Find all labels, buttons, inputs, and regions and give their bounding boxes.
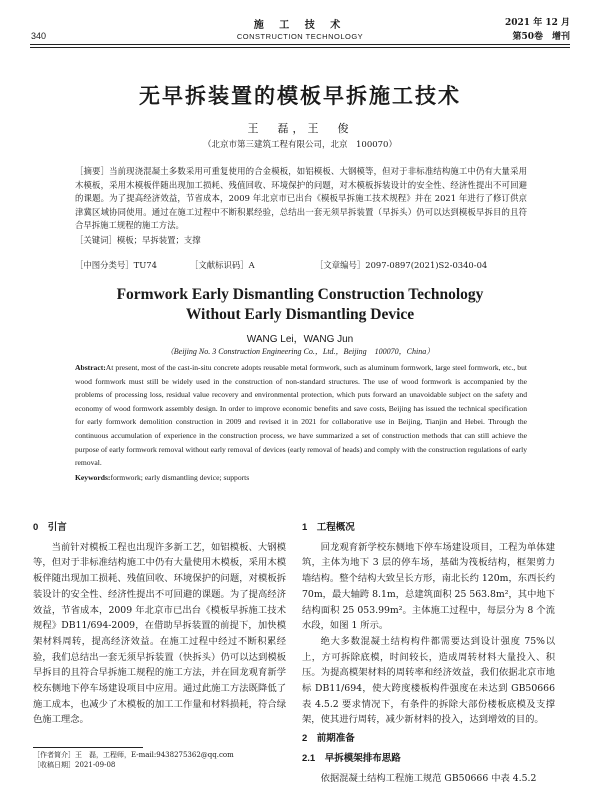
section-0-body: 当前针对模板工程也出现许多新工艺，如铝模板、大钢模等，但对于非标准结构施工中仍有大量使用木模板，采用木模板伴随出现加工损耗、残值回收、环境保护的问题，对模板拆装设计的安全性、经济性提出不可回避的课题。为了提高经济效益，节省成本，2009 年北京市已出台《模板早拆施工技术规程》DB11/694-2009，在借助早拆装置的前提下，加快模架材料周转，提高经济效益。在施工过程中经过不断积累经验，我们总结出一套无须早拆装置（快拆头）仍可以达到模板早拆目的且符合早拆施工规程的施工方法，并在回龙观育新学校东侧地下停车场建设项目中应用。通过此施工方法既降低了施工成本，也减少了木模板的加工工作量和材料损耗，符合绿色施工理念。 bbox=[33, 541, 286, 726]
abstract-cn-text: ［摘要］当前现浇混凝土多数采用可重复使用的合金模板，如铝模板、大钢模等，但对于非标准结构施工中仍有大量采用木模板，采用木模板伴随出现加工损耗、残值回收、环境保护的问题，对木模板拆装设计的安全性、经济性提出不可回避的课题。为了提高经济效益，节省成本，2009 年北京市已出台《模板早拆施工技术规程》并在 2021 年进行了修订供京津冀区域协同使用。通过在施工过程中不断积累经验，总结出一套无须早拆装置（早拆头）仍可以达到模板早拆目的且符合早拆施工规程的施工方法。 bbox=[75, 166, 527, 230]
section-2-heading: 2 前期准备 bbox=[302, 733, 355, 745]
page-number: 340 bbox=[31, 31, 47, 41]
abstract-en-text: At present, most of the cast-in-situ concrete adopts reusable metal formwork, such as aluminum formwork, large steel formwork, etc., but wood formwork must still be widely used in the construction of non-standard structures. The use of wood formwork is accompanied by the problems of processing loss, residual value recovery and environmental protection, which puts forward an unavoidable subject on the safety and economy of wood formwork assembly design. In order to improve economic benefits and save costs, Beijing has issued the technical specification for early formwork demolition construction in 2009 and revised it in 2021 for collaborative use in Beijing, Tianjin and Hebei. Through the continuous accumulation of experience in the construction process, we have summarized a set of construction methods that can still achieve the purpose of early formwork removal without early removal of devices (early removal of heads) and comply with the construction regulations of early removal. bbox=[75, 363, 527, 468]
article-id: ［文章编号］2097-0897(2021)S2-0340-04 bbox=[315, 260, 488, 270]
keywords-en-label: Keywords: bbox=[75, 472, 111, 482]
issue-info bbox=[505, 16, 570, 44]
footnote-author: ［作者简介］王 磊，工程师，E-mail:9438275362@qq.com bbox=[33, 751, 234, 759]
header-rule bbox=[30, 44, 570, 45]
keywords-cn: ［关键词］模板；早拆装置；支撑 bbox=[75, 234, 201, 245]
section-1-para-2: 绝大多数混凝土结构构件都需要达到设计强度 75%以上，方可拆除底模，时间较长，造成周转材料大量投入、积压。为提高模架材料的周转率和经济效益，我们依据北京市地标 DB11/694，使大跨度楼板构件强度在未达到 GB50666 表 4.5.2 要求情况下，有条件的拆除大部份楼板底模及支撑架，使其进行周转，减少新材料的投入，达到增效的目的。 bbox=[302, 635, 555, 726]
authors-cn: 王 磊，王 俊 bbox=[247, 122, 353, 135]
footnote-rule bbox=[33, 747, 143, 748]
section-1-para-1: 回龙观育新学校东侧地下停车场建设项目，工程为单体建筑，主体为地下 3 层的停车场，基础为筏板结构，框架剪力墙结构。整个结构大致呈长方形，南北长约 120m，东西长约 70m，最大轴跨 8.1m，总建筑面积 25 563.8m²，其中地下结构面积 25 053.99m²。主体施工过程中，每层分为 8 个流水段，如图 1 所示。 bbox=[302, 541, 555, 632]
section-0-heading: 0 引言 bbox=[33, 522, 67, 533]
keywords-en-text: formwork; early dismantling device; supports bbox=[110, 472, 250, 482]
paper-title-en bbox=[0, 285, 600, 325]
clc-number: ［中图分类号］TU74 bbox=[75, 260, 157, 270]
section-2-1-heading: 2.1 早拆模架排布思路 bbox=[302, 752, 401, 764]
journal-name-en: CONSTRUCTION TECHNOLOGY bbox=[236, 32, 364, 41]
affiliation-cn: （北京市第三建筑工程有限公司，北京 100070） bbox=[203, 140, 397, 150]
affiliation-en: （Beijing No. 3 Construction Engineering Co.，Ltd.，Beijing 100070，China） bbox=[165, 347, 435, 356]
journal-name-cn: 施 工 技 术 bbox=[253, 20, 347, 31]
footnote bbox=[33, 750, 286, 770]
section-1-heading: 1 工程概况 bbox=[302, 522, 355, 533]
issue-volume: 第50卷 增刊 bbox=[512, 32, 570, 42]
abstract-en bbox=[75, 361, 527, 484]
header-rule-thin bbox=[30, 47, 570, 48]
body-column-right bbox=[302, 520, 555, 786]
issue-date: 2021 年 12 月 bbox=[505, 18, 570, 28]
paper-title-en-line1: Formwork Early Dismantling Construction Technology bbox=[116, 286, 484, 303]
section-2-1-body: 依据混凝土结构工程施工规范 GB50666 中表 4.5.2 bbox=[320, 772, 537, 784]
authors-en: WANG Lei，WANG Jun bbox=[246, 334, 354, 345]
footnote-received: ［收稿日期］2021-09-08 bbox=[33, 761, 116, 769]
abstract-en-label: Abstract: bbox=[75, 363, 106, 372]
body-column-left bbox=[33, 520, 286, 728]
paper-title-en-line2: Without Early Dismantling Device bbox=[185, 306, 415, 323]
paper-title-cn: 无早拆装置的模板早拆施工技术 bbox=[139, 83, 461, 108]
abstract-cn bbox=[75, 165, 527, 247]
document-code: ［文献标识码］A bbox=[190, 260, 255, 270]
